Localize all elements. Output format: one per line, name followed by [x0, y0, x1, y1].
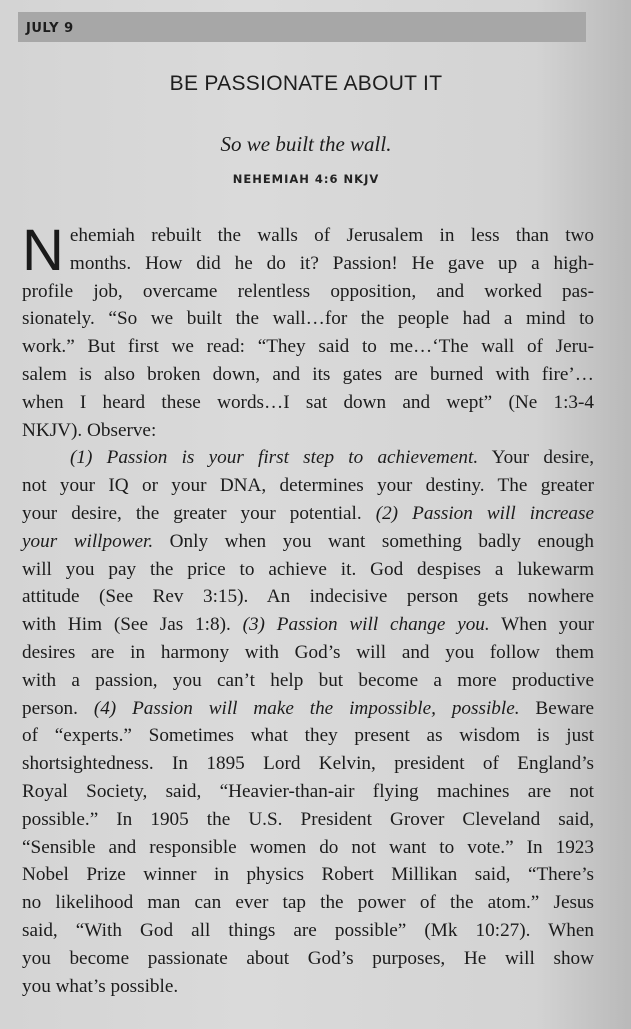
body-line — [22, 500, 594, 528]
body-text-span: Only when you want something badly enough — [153, 530, 594, 552]
body-line — [22, 834, 594, 862]
body-text-span: of “experts.” Sometimes what they present as wisdom is just — [22, 725, 594, 747]
body-text-span: profile job, overcame relentless opposition, and worked pas- — [22, 280, 594, 302]
page-title: BE PASSIONATE ABOUT IT — [169, 72, 443, 95]
devotional-body — [22, 218, 595, 1000]
body-text-span: When your — [489, 614, 594, 636]
body-text-span: months. How did he do it? Passion! He gave up a high- — [69, 252, 594, 274]
body-line — [22, 973, 594, 1001]
body-text-span: when I heard these words…I sat down and wept” (Ne 1:3-4 — [22, 391, 594, 413]
body-text-span: you become passionate about God’s purposes, He will show — [22, 947, 594, 969]
body-line — [22, 278, 594, 306]
body-text-span: ehemiah rebuilt the walls of Jerusalem in less than two — [69, 225, 594, 246]
body-text-span: person. — [22, 697, 94, 719]
body-text-span: not your IQ or your DNA, determines your destiny. The greater — [22, 475, 594, 497]
body-text-span: will you pay the price to achieve it. God despises a lukewarm — [22, 558, 594, 580]
body-text-span: Your desire, — [478, 447, 595, 469]
body-line — [22, 861, 594, 889]
body-line — [22, 778, 594, 806]
body-line — [22, 917, 594, 945]
body-text-span: work.” But first we read: “They said to me…‘The wall of Jeru- — [22, 336, 594, 358]
body-line — [22, 611, 594, 639]
body-line — [22, 583, 594, 611]
emphasis-text: (2) Passion will increase — [375, 502, 594, 524]
body-line — [22, 528, 594, 556]
body-line — [22, 695, 594, 723]
body-line — [22, 750, 594, 778]
emphasis-text: (1) Passion is your first step to achievement. — [70, 447, 479, 469]
body-line — [22, 389, 594, 417]
body-text-span: you what’s possible. — [22, 975, 179, 997]
emphasis-text: (4) Passion will make the impossible, possible. — [93, 697, 520, 719]
body-line — [22, 222, 594, 250]
body-text-span: NKJV). Observe: — [22, 419, 157, 441]
body-text-span: attitude (See Rev 3:15). An indecisive person gets nowhere — [22, 586, 594, 608]
body-text-span: shortsightedness. In 1895 Lord Kelvin, president of England’s — [22, 753, 594, 775]
body-line — [22, 889, 594, 917]
body-text-span: sionately. “So we built the wall…for the people had a mind to — [22, 308, 594, 330]
body-line — [22, 250, 594, 278]
body-line — [22, 639, 594, 667]
body-text-span: your desire, the greater your potential. — [22, 502, 376, 524]
body-line — [22, 667, 594, 695]
body-line — [22, 305, 594, 333]
emphasis-text: your willpower. — [22, 530, 154, 552]
scripture-reference: NEHEMIAH 4:6 NKJV — [232, 172, 380, 186]
body-text-span: Nobel Prize winner in physics Robert Millikan said, “There’s — [22, 864, 594, 886]
body-text-span: Beware — [519, 697, 594, 719]
emphasis-text: (3) Passion will change you. — [242, 614, 490, 636]
body-text-span: salem is also broken down, and its gates are burned with fire’… — [22, 363, 594, 385]
date-label: JULY 9 — [26, 21, 74, 36]
body-text-span: desires are in harmony with God’s will and you follow them — [22, 641, 594, 663]
body-line — [22, 417, 594, 445]
date-header — [18, 12, 586, 42]
body-line — [22, 806, 594, 834]
body-text-span: with Him (See Jas 1:8). — [22, 614, 243, 636]
body-line — [22, 556, 594, 584]
body-line — [22, 472, 594, 500]
body-text-span: no likelihood man can ever tap the power of the atom.” Jesus — [22, 892, 594, 914]
body-text-span: said, “With God all things are possible” (Mk 10:27). When — [22, 919, 594, 941]
body-text-span: with a passion, you can’t help but become a more productive — [22, 669, 594, 691]
body-text-span: “Sensible and responsible women do not want to vote.” In 1923 — [22, 836, 594, 858]
body-text-span: Royal Society, said, “Heavier-than-air flying machines are not — [22, 780, 594, 802]
body-text-span: possible.” In 1905 the U.S. President Grover Cleveland said, — [22, 808, 594, 830]
body-line — [22, 945, 594, 973]
scripture-verse: So we built the wall. — [220, 132, 392, 156]
body-line — [22, 444, 594, 472]
body-line — [22, 361, 594, 389]
body-line — [22, 722, 594, 750]
body-line — [22, 333, 594, 361]
drop-cap: N — [22, 218, 64, 283]
